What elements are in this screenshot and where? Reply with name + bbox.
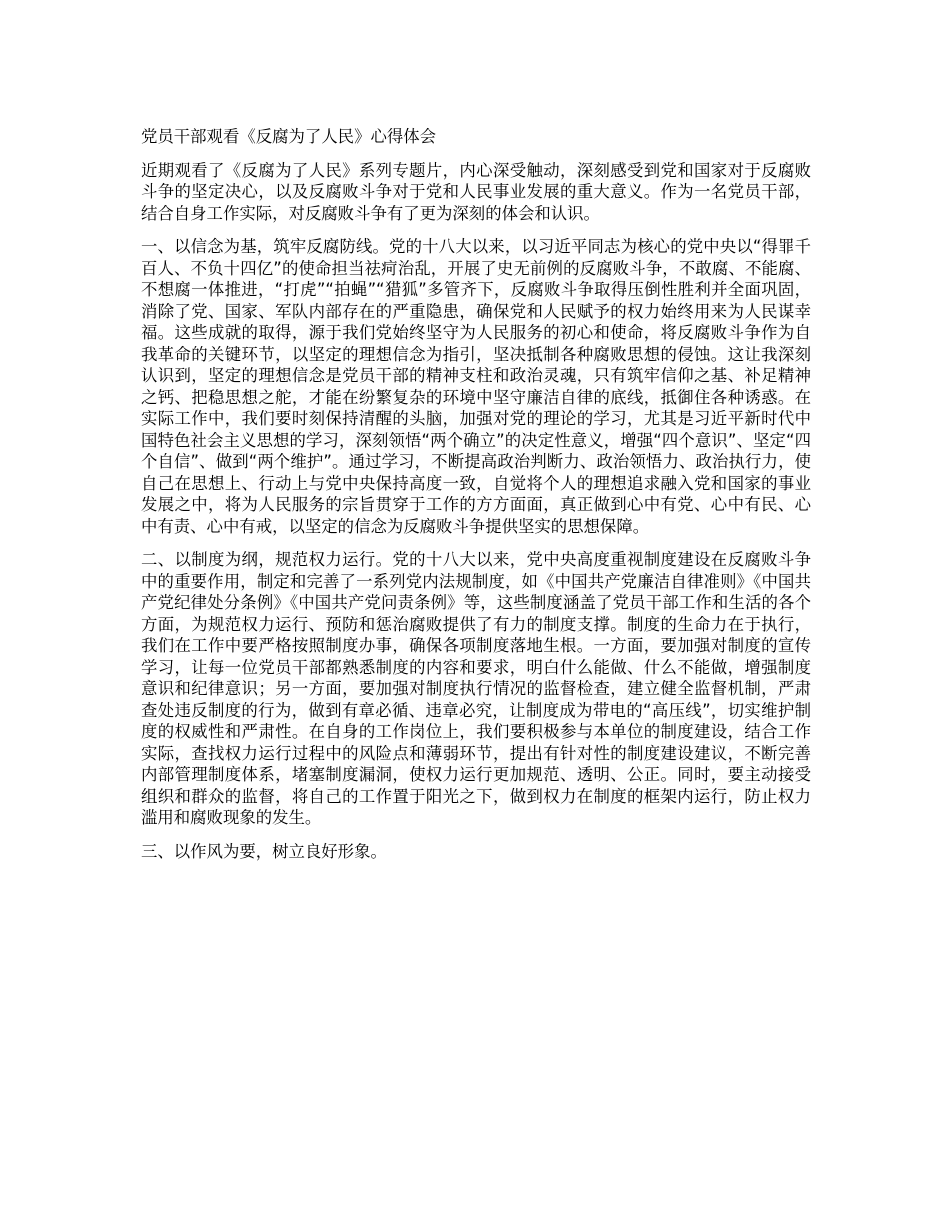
paragraph-intro: 近期观看了《反腐为了人民》系列专题片，内心深受触动，深刻感受到党和国家对于反腐败斗争的坚定决心，以及反腐败斗争对于党和人民事业发展的重大意义。作为一名党员干部，结合自身工作实际，对反腐败斗争有了更为深刻的体会和认识。 [141,160,811,223]
paragraph-section-1: 一、以信念为基，筑牢反腐防线。党的十八大以来，以习近平同志为核心的党中央以“得罪千百人、不负十四亿”的使命担当祛疴治乱，开展了史无前例的反腐败斗争，不敢腐、不能腐、不想腐一体推进，“打虎”“拍蝇”“猎狐”多管齐下，反腐败斗争取得压倒性胜利并全面巩固，消除了党、国家、军队内部存在的严重隐患，确保党和人民赋予的权力始终用来为人民谋幸福。这些成就的取得，源于我们党始终坚守为人民服务的初心和使命，将反腐败斗争作为自我革命的关键环节，以坚定的理想信念为指引，坚决抵制各种腐败思想的侵蚀。这让我深刻认识到，坚定的理想信念是党员干部的精神支柱和政治灵魂，只有筑牢信仰之基、补足精神之钙、把稳思想之舵，才能在纷繁复杂的环境中坚守廉洁自律的底线，抵御住各种诱惑。在实际工作中，我们要时刻保持清醒的头脑，加强对党的理论的学习，尤其是习近平新时代中国特色社会主义思想的学习，深刻领悟“两个确立”的决定性意义，增强“四个意识”、坚定“四个自信”、做到“两个维护”。通过学习，不断提高政治判断力、政治领悟力、政治执行力，使自己在思想上、行动上与党中央保持高度一致，自觉将个人的理想追求融入党和国家的事业发展之中，将为人民服务的宗旨贯穿于工作的方方面面，真正做到心中有党、心中有民、心中有责、心中有戒，以坚定的信念为反腐败斗争提供坚实的思想保障。 [141,237,811,536]
paragraph-section-3-heading: 三、以作风为要，树立良好形象。 [141,841,387,861]
document-title: 党员干部观看《反腐为了人民》心得体会 [141,127,437,146]
paragraph-section-2: 二、以制度为纲，规范权力运行。党的十八大以来，党中央高度重视制度建设在反腐败斗争中的重要作用，制定和完善了一系列党内法规制度，如《中国共产党廉洁自律准则》《中国共产党纪律处分条例》《中国共产党问责条例》等，这些制度涵盖了党员干部工作和生活的各个方面，为规范权力运行、预防和惩治腐败提供了有力的制度支撑。制度的生命力在于执行，我们在工作中要严格按照制度办事，确保各项制度落地生根。一方面，要加强对制度的宣传学习，让每一位党员干部都熟悉制度的内容和要求，明白什么能做、什么不能做，增强制度意识和纪律意识；另一方面，要加强对制度执行情况的监督检查，建立健全监督机制，严肃查处违反制度的行为，做到有章必循、违章必究，让制度成为带电的“高压线”，切实维护制度的权威性和严肃性。在自身的工作岗位上，我们要积极参与本单位的制度建设，结合工作实际，查找权力运行过程中的风险点和薄弱环节，提出有针对性的制度建设建议，不断完善内部管理制度体系，堵塞制度漏洞，使权力运行更加规范、透明、公正。同时，要主动接受组织和群众的监督，将自己的工作置于阳光之下，做到权力在制度的框架内运行，防止权力滥用和腐败现象的发生。 [141,550,811,827]
document-page [141,126,811,874]
